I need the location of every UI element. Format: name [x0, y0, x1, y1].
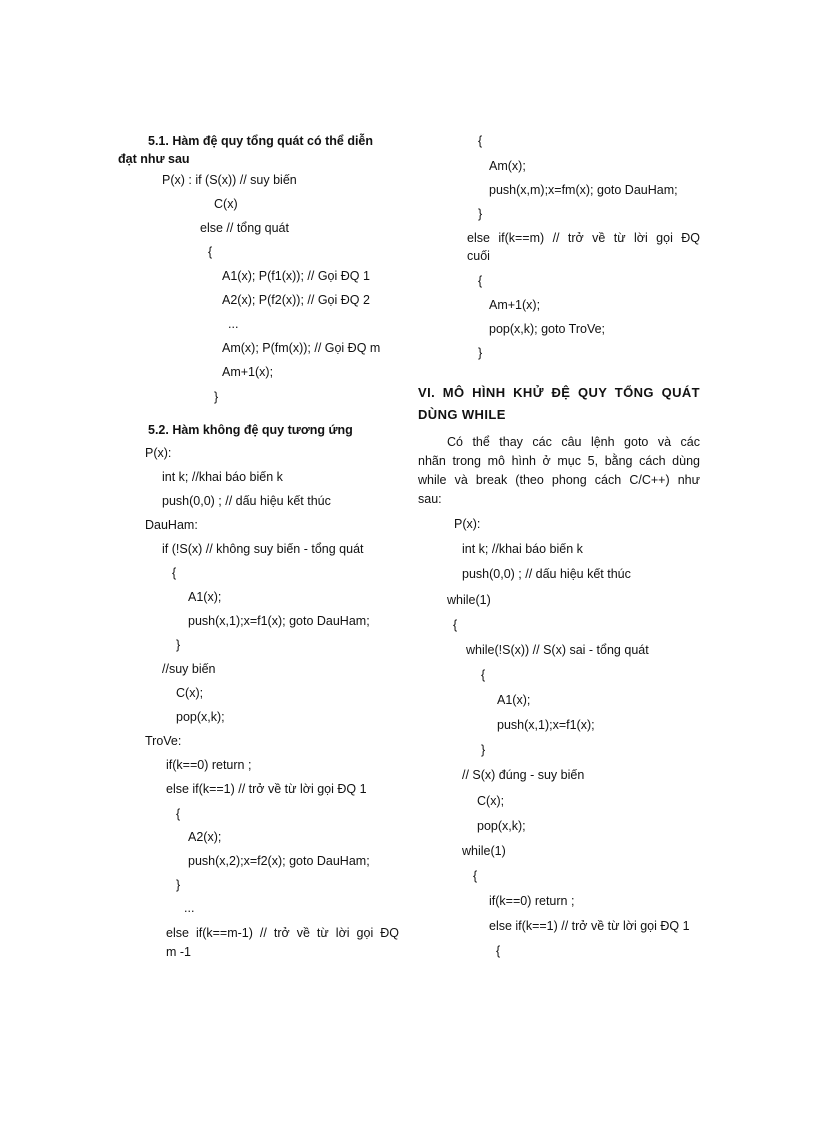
code-line: { — [481, 668, 486, 682]
paragraph-line: Có thể thay các câu lệnh goto và các — [447, 435, 700, 449]
code-line: else // tổng quát — [200, 221, 289, 235]
code-line: push(x,2);x=f2(x); goto DauHam; — [188, 854, 370, 868]
heading-vi-line1: VI. MÔ HÌNH KHỬ ĐỆ QUY TỔNG QUÁT — [418, 385, 700, 400]
code-line: else if(k==m) // trở về từ lời gọi ĐQ — [467, 231, 700, 245]
code-line: } — [214, 390, 219, 404]
code-line: A1(x); P(f1(x)); // Gọi ĐQ 1 — [222, 269, 370, 283]
code-line: m -1 — [166, 945, 191, 959]
code-line: { — [478, 274, 483, 288]
code-line: if (!S(x) // không suy biến - tổng quát — [162, 542, 364, 556]
code-line: ... — [184, 901, 195, 915]
code-line: Am+1(x); — [222, 365, 274, 379]
code-line: } — [176, 638, 181, 652]
code-line: int k; //khai báo biến k — [462, 542, 583, 556]
code-line: push(x,1);x=f1(x); — [497, 718, 595, 732]
code-line: else if(k==m-1) // trở về từ lời gọi ĐQ — [166, 926, 399, 940]
code-line: Am(x); P(fm(x)); // Gọi ĐQ m — [222, 341, 381, 355]
code-line: pop(x,k); goto TroVe; — [489, 322, 606, 336]
code-line: { — [473, 869, 478, 883]
code-line: if(k==0) return ; — [489, 894, 575, 908]
paragraph-line: sau: — [418, 492, 442, 506]
code-line: { — [496, 944, 501, 958]
heading-vi-line2: DÙNG WHILE — [418, 407, 506, 422]
code-line: else if(k==1) // trở về từ lời gọi ĐQ 1 — [166, 782, 367, 796]
code-line: C(x); — [477, 794, 505, 808]
code-line: } — [176, 878, 181, 892]
code-line: while(1) — [462, 844, 506, 858]
code-line: else if(k==1) // trở về từ lời gọi ĐQ 1 — [489, 919, 690, 933]
code-line: Am+1(x); — [489, 298, 541, 312]
code-line: A2(x); P(f2(x)); // Gọi ĐQ 2 — [222, 293, 370, 307]
code-line: { — [172, 566, 177, 580]
code-line: if(k==0) return ; — [166, 758, 252, 772]
code-line: while(1) — [447, 593, 491, 607]
code-line: P(x): — [145, 446, 172, 460]
code-line: while(!S(x)) // S(x) sai - tổng quát — [466, 643, 649, 657]
code-line: push(0,0) ; // dấu hiệu kết thúc — [462, 567, 631, 581]
code-line: pop(x,k); — [176, 710, 225, 724]
code-line: push(0,0) ; // dấu hiệu kết thúc — [162, 494, 331, 508]
code-line: { — [208, 245, 213, 259]
code-line: // S(x) đúng - suy biến — [462, 768, 585, 782]
code-label: TroVe: — [145, 734, 182, 748]
code-line: A2(x); — [188, 830, 222, 844]
code-line: ... — [228, 317, 239, 331]
code-line: //suy biến — [162, 662, 216, 676]
code-line: { — [478, 134, 483, 148]
code-line: A1(x); — [188, 590, 222, 604]
code-line: int k; //khai báo biến k — [162, 470, 283, 484]
code-line: } — [478, 346, 483, 360]
code-line: P(x): — [454, 517, 481, 531]
code-line: P(x) : if (S(x)) // suy biến — [162, 173, 297, 187]
code-line: cuối — [467, 249, 490, 263]
code-line: { — [176, 807, 181, 821]
code-line: C(x); — [176, 686, 204, 700]
code-line: C(x) — [214, 197, 238, 211]
paragraph-line: while và break (theo phong cách C/C++) như — [418, 473, 700, 487]
paragraph-line: nhãn trong mô hình ở mục 5, bằng cách dùng — [418, 454, 700, 468]
code-line: { — [453, 618, 458, 632]
heading-5-1-line2: đạt như sau — [118, 152, 190, 166]
code-line: Am(x); — [489, 159, 526, 173]
code-line: } — [478, 207, 483, 221]
heading-5-2: 5.2. Hàm không đệ quy tương ứng — [148, 423, 353, 437]
code-line: A1(x); — [497, 693, 531, 707]
code-line: pop(x,k); — [477, 819, 526, 833]
code-line: } — [481, 743, 486, 757]
code-line: push(x,m);x=fm(x); goto DauHam; — [489, 183, 678, 197]
code-line: push(x,1);x=f1(x); goto DauHam; — [188, 614, 370, 628]
heading-5-1-line1: 5.1. Hàm đệ quy tổng quát có thể diễn — [148, 134, 374, 148]
code-label: DauHam: — [145, 518, 198, 532]
